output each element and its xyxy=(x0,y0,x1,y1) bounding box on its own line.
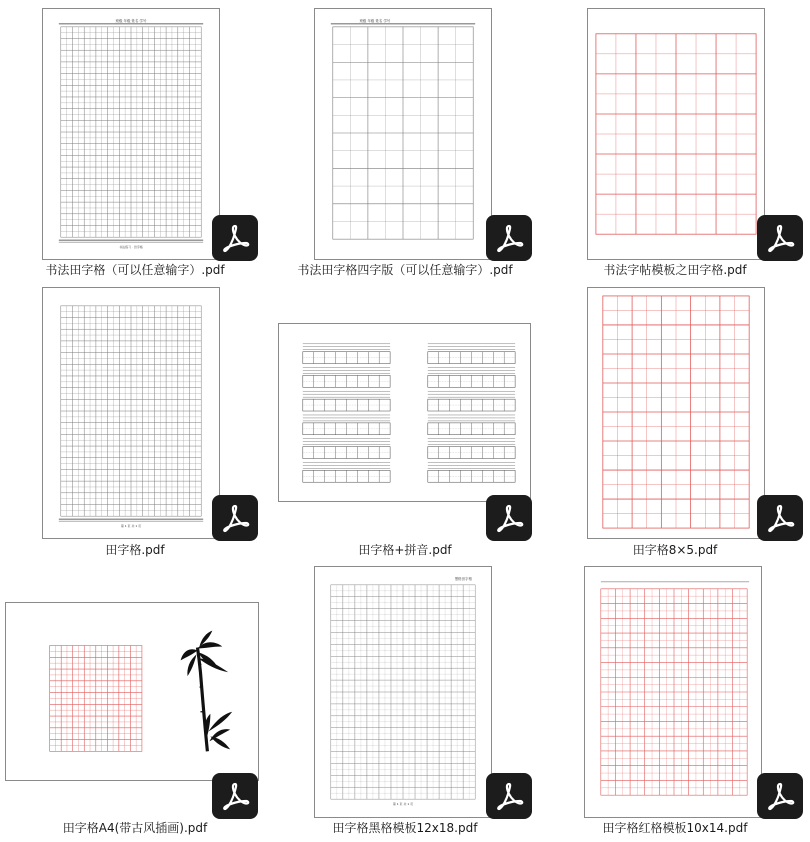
file-item[interactable] xyxy=(270,0,540,280)
page-header-text: 班级 年级 姓名 学号 xyxy=(359,18,391,23)
pdf-icon xyxy=(212,495,258,541)
page-footer-text: 第 1 页 共 1 页 xyxy=(120,524,142,529)
file-thumbnail xyxy=(278,323,531,502)
file-name: 书法田字格（可以任意输字）.pdf xyxy=(45,263,225,277)
file-item[interactable] xyxy=(0,280,270,560)
file-name: 田字格.pdf xyxy=(105,543,165,557)
bamboo-illustration xyxy=(181,631,233,752)
page-footer-text: 书法练习 · 田字格 xyxy=(119,245,143,250)
file-name: 田字格8×5.pdf xyxy=(632,543,718,557)
file-name: 书法字帖模板之田字格.pdf xyxy=(603,263,747,277)
file-item[interactable] xyxy=(270,560,540,840)
file-thumbnail xyxy=(314,8,492,260)
pdf-icon xyxy=(486,495,532,541)
file-item[interactable] xyxy=(0,0,270,280)
file-item[interactable] xyxy=(540,280,810,560)
pdf-icon xyxy=(212,773,258,819)
file-name: 田字格A4(带古风插画).pdf xyxy=(62,821,208,835)
pdf-icon xyxy=(486,773,532,819)
file-thumbnail xyxy=(587,8,765,260)
page-header-text: 黑格田字格 xyxy=(454,576,472,581)
page-footer-text: 第 1 页 共 1 页 xyxy=(392,802,414,807)
file-thumbnail xyxy=(5,602,259,781)
file-name: 田字格红格模板10x14.pdf xyxy=(602,821,748,835)
pdf-icon xyxy=(212,215,258,261)
pdf-icon xyxy=(757,773,803,819)
file-thumbnail xyxy=(584,566,762,818)
pdf-icon xyxy=(757,215,803,261)
file-item[interactable] xyxy=(540,0,810,280)
pdf-icon xyxy=(757,495,803,541)
pdf-icon xyxy=(486,215,532,261)
file-thumbnail xyxy=(314,566,492,818)
file-item[interactable] xyxy=(540,560,810,840)
page-header-text: 班级 年级 姓名 学号 xyxy=(115,18,147,23)
file-thumbnail xyxy=(42,287,220,539)
file-name: 田字格+拼音.pdf xyxy=(358,543,452,557)
file-name: 田字格黑格模板12x18.pdf xyxy=(332,821,478,835)
file-item[interactable] xyxy=(0,560,270,840)
file-item[interactable] xyxy=(270,280,540,560)
file-thumbnail xyxy=(42,8,220,260)
file-thumbnail xyxy=(587,287,765,539)
file-name: 书法田字格四字版（可以任意输字）.pdf xyxy=(297,263,513,277)
